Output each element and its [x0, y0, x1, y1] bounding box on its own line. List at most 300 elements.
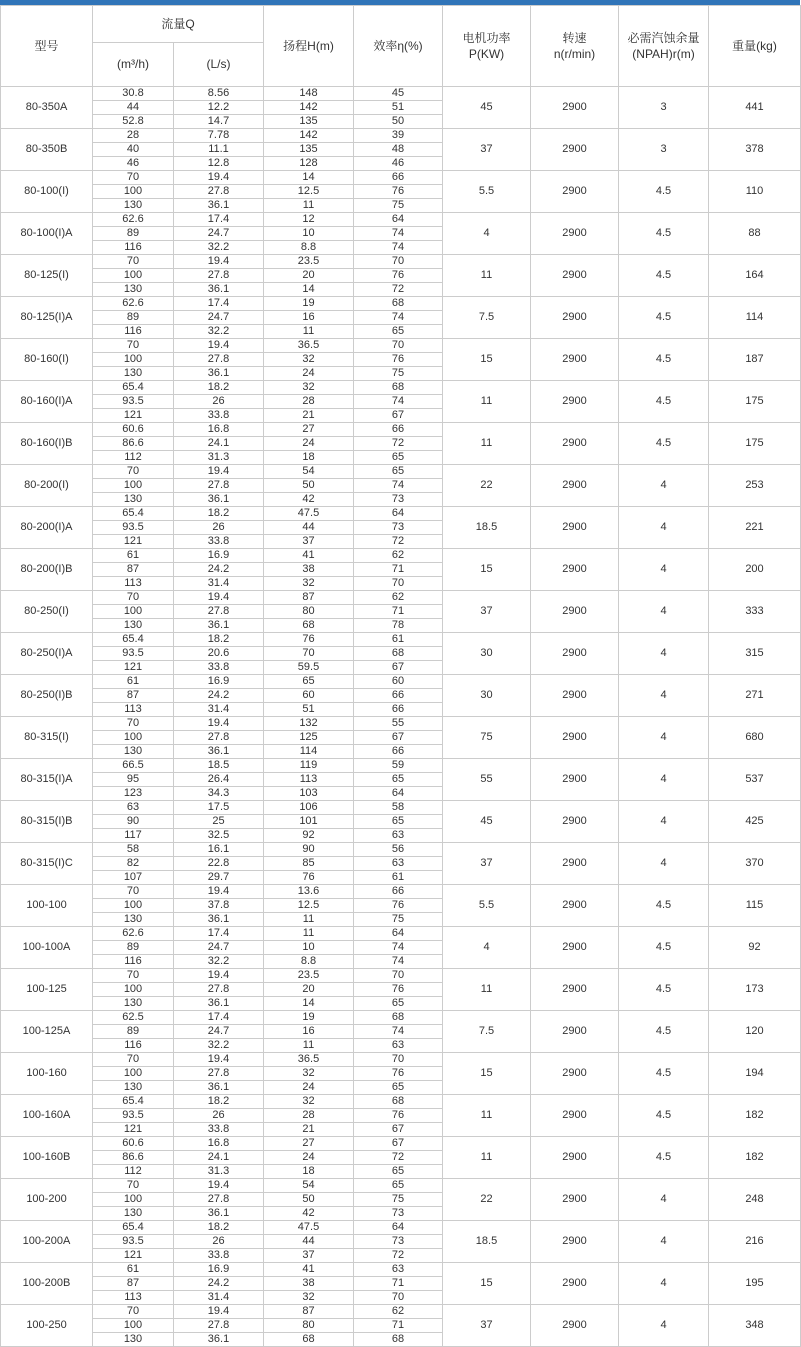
efficiency-cell: 62: [354, 1305, 443, 1319]
head-cell: 44: [264, 521, 354, 535]
flow-m3h-cell: 87: [93, 1277, 174, 1291]
flow-ls-cell: 32.5: [174, 829, 264, 843]
model-cell: 80-125(I): [1, 255, 93, 297]
efficiency-cell: 71: [354, 1319, 443, 1333]
efficiency-cell: 63: [354, 1039, 443, 1053]
model-cell: 80-100(I): [1, 171, 93, 213]
npsh-cell: 4: [619, 801, 709, 843]
flow-ls-cell: 31.4: [174, 1291, 264, 1305]
speed-cell: 2900: [531, 1137, 619, 1179]
flow-m3h-cell: 100: [93, 731, 174, 745]
weight-cell: 88: [709, 213, 801, 255]
power-cell: 37: [443, 1305, 531, 1347]
flow-ls-cell: 19.4: [174, 171, 264, 185]
table-row: [1, 1221, 801, 1235]
head-cell: 103: [264, 787, 354, 801]
flow-ls-cell: 11.1: [174, 143, 264, 157]
flow-m3h-cell: 30.8: [93, 87, 174, 101]
power-cell: 7.5: [443, 297, 531, 339]
efficiency-cell: 65: [354, 1165, 443, 1179]
head-cell: 28: [264, 395, 354, 409]
flow-ls-cell: 16.9: [174, 1263, 264, 1277]
model-cell: 80-250(I)A: [1, 633, 93, 675]
speed-cell: 2900: [531, 1305, 619, 1347]
efficiency-cell: 62: [354, 549, 443, 563]
efficiency-cell: 48: [354, 143, 443, 157]
flow-m3h-cell: 130: [93, 199, 174, 213]
efficiency-cell: 70: [354, 1291, 443, 1305]
model-cell: 100-160A: [1, 1095, 93, 1137]
power-cell: 15: [443, 549, 531, 591]
flow-ls-cell: 34.3: [174, 787, 264, 801]
table-row: [1, 759, 801, 773]
model-cell: 80-100(I)A: [1, 213, 93, 255]
table-header: [1, 6, 801, 87]
head-cell: 106: [264, 801, 354, 815]
speed-cell: 2900: [531, 1179, 619, 1221]
head-cell: 11: [264, 199, 354, 213]
table-row: [1, 1011, 801, 1025]
flow-ls-cell: 18.2: [174, 507, 264, 521]
flow-ls-cell: 24.1: [174, 1151, 264, 1165]
flow-m3h-cell: 130: [93, 913, 174, 927]
head-cell: 38: [264, 563, 354, 577]
flow-m3h-cell: 112: [93, 451, 174, 465]
flow-m3h-cell: 61: [93, 549, 174, 563]
head-cell: 12.5: [264, 899, 354, 913]
power-cell: 11: [443, 969, 531, 1011]
flow-ls-cell: 16.9: [174, 675, 264, 689]
flow-ls-cell: 24.7: [174, 227, 264, 241]
flow-m3h-cell: 63: [93, 801, 174, 815]
model-cell: 100-125A: [1, 1011, 93, 1053]
npsh-cell: 4: [619, 1221, 709, 1263]
flow-ls-cell: 36.1: [174, 1081, 264, 1095]
flow-ls-cell: 36.1: [174, 1333, 264, 1347]
power-cell: 4: [443, 927, 531, 969]
head-cell: 44: [264, 1235, 354, 1249]
power-cell: 15: [443, 1263, 531, 1305]
head-cell: 37: [264, 1249, 354, 1263]
flow-ls-cell: 19.4: [174, 255, 264, 269]
npsh-cell: 4: [619, 507, 709, 549]
flow-ls-cell: 16.9: [174, 549, 264, 563]
flow-m3h-cell: 100: [93, 1067, 174, 1081]
power-cell: 15: [443, 1053, 531, 1095]
table-row: [1, 1053, 801, 1067]
power-cell: 11: [443, 423, 531, 465]
efficiency-cell: 50: [354, 115, 443, 129]
model-cell: 80-350A: [1, 87, 93, 129]
flow-m3h-cell: 61: [93, 1263, 174, 1277]
flow-ls-cell: 18.2: [174, 1221, 264, 1235]
head-cell: 32: [264, 1095, 354, 1109]
speed-cell: 2900: [531, 717, 619, 759]
head-cell: 12: [264, 213, 354, 227]
speed-cell: 2900: [531, 423, 619, 465]
flow-ls-cell: 7.78: [174, 129, 264, 143]
efficiency-cell: 70: [354, 255, 443, 269]
efficiency-cell: 74: [354, 941, 443, 955]
efficiency-cell: 66: [354, 423, 443, 437]
weight-cell: 115: [709, 885, 801, 927]
flow-ls-cell: 24.1: [174, 437, 264, 451]
flow-ls-cell: 27.8: [174, 731, 264, 745]
head-cell: 113: [264, 773, 354, 787]
weight-cell: 110: [709, 171, 801, 213]
weight-cell: 120: [709, 1011, 801, 1053]
table-row: [1, 507, 801, 521]
weight-cell: 333: [709, 591, 801, 633]
head-cell: 60: [264, 689, 354, 703]
table-row: [1, 1095, 801, 1109]
flow-ls-cell: 19.4: [174, 339, 264, 353]
npsh-cell: 3: [619, 87, 709, 129]
table-row: [1, 885, 801, 899]
flow-ls-cell: 19.4: [174, 1179, 264, 1193]
efficiency-cell: 73: [354, 521, 443, 535]
efficiency-cell: 72: [354, 1151, 443, 1165]
npsh-cell: 4.5: [619, 213, 709, 255]
power-cell: 4: [443, 213, 531, 255]
power-cell: 11: [443, 255, 531, 297]
flow-m3h-cell: 116: [93, 955, 174, 969]
speed-cell: 2900: [531, 339, 619, 381]
flow-m3h-cell: 70: [93, 1053, 174, 1067]
flow-ls-cell: 17.4: [174, 1011, 264, 1025]
flow-m3h-cell: 70: [93, 885, 174, 899]
table-row: [1, 1305, 801, 1319]
flow-m3h-cell: 93.5: [93, 1235, 174, 1249]
flow-m3h-cell: 60.6: [93, 423, 174, 437]
efficiency-cell: 74: [354, 241, 443, 255]
header-power-line2: P(KW): [468, 47, 505, 61]
power-cell: 18.5: [443, 507, 531, 549]
flow-m3h-cell: 58: [93, 843, 174, 857]
speed-cell: 2900: [531, 465, 619, 507]
flow-m3h-cell: 100: [93, 1193, 174, 1207]
power-cell: 45: [443, 801, 531, 843]
speed-cell: 2900: [531, 843, 619, 885]
npsh-cell: 4: [619, 675, 709, 717]
model-cell: 80-315(I)A: [1, 759, 93, 801]
head-cell: 18: [264, 451, 354, 465]
head-cell: 16: [264, 311, 354, 325]
flow-ls-cell: 26: [174, 1235, 264, 1249]
efficiency-cell: 72: [354, 283, 443, 297]
npsh-cell: 4.5: [619, 1095, 709, 1137]
efficiency-cell: 71: [354, 563, 443, 577]
flow-ls-cell: 19.4: [174, 717, 264, 731]
head-cell: 21: [264, 409, 354, 423]
flow-m3h-cell: 44: [93, 101, 174, 115]
flow-m3h-cell: 130: [93, 367, 174, 381]
flow-ls-cell: 20.6: [174, 647, 264, 661]
efficiency-cell: 76: [354, 983, 443, 997]
flow-ls-cell: 18.2: [174, 633, 264, 647]
flow-m3h-cell: 90: [93, 815, 174, 829]
flow-ls-cell: 29.7: [174, 871, 264, 885]
head-cell: 32: [264, 381, 354, 395]
flow-ls-cell: 17.5: [174, 801, 264, 815]
head-cell: 65: [264, 675, 354, 689]
flow-m3h-cell: 130: [93, 1207, 174, 1221]
model-cell: 80-315(I)B: [1, 801, 93, 843]
flow-m3h-cell: 107: [93, 871, 174, 885]
efficiency-cell: 68: [354, 297, 443, 311]
model-cell: 80-160(I): [1, 339, 93, 381]
model-cell: 100-100: [1, 885, 93, 927]
npsh-cell: 4.5: [619, 381, 709, 423]
efficiency-cell: 65: [354, 465, 443, 479]
head-cell: 128: [264, 157, 354, 171]
power-cell: 55: [443, 759, 531, 801]
head-cell: 76: [264, 633, 354, 647]
flow-m3h-cell: 100: [93, 479, 174, 493]
flow-m3h-cell: 121: [93, 661, 174, 675]
head-cell: 47.5: [264, 1221, 354, 1235]
head-cell: 24: [264, 1151, 354, 1165]
efficiency-cell: 74: [354, 1025, 443, 1039]
flow-ls-cell: 26.4: [174, 773, 264, 787]
header-head: 扬程H(m): [264, 6, 354, 87]
weight-cell: 348: [709, 1305, 801, 1347]
npsh-cell: 4.5: [619, 885, 709, 927]
flow-ls-cell: 16.1: [174, 843, 264, 857]
flow-ls-cell: 27.8: [174, 479, 264, 493]
head-cell: 14: [264, 171, 354, 185]
efficiency-cell: 70: [354, 1053, 443, 1067]
flow-m3h-cell: 116: [93, 1039, 174, 1053]
weight-cell: 182: [709, 1095, 801, 1137]
table-row: [1, 843, 801, 857]
speed-cell: 2900: [531, 213, 619, 255]
weight-cell: 425: [709, 801, 801, 843]
head-cell: 32: [264, 1291, 354, 1305]
flow-m3h-cell: 28: [93, 129, 174, 143]
flow-m3h-cell: 60.6: [93, 1137, 174, 1151]
weight-cell: 253: [709, 465, 801, 507]
flow-m3h-cell: 82: [93, 857, 174, 871]
weight-cell: 271: [709, 675, 801, 717]
efficiency-cell: 68: [354, 1011, 443, 1025]
head-cell: 51: [264, 703, 354, 717]
flow-m3h-cell: 100: [93, 353, 174, 367]
flow-m3h-cell: 70: [93, 255, 174, 269]
head-cell: 27: [264, 1137, 354, 1151]
flow-ls-cell: 36.1: [174, 913, 264, 927]
flow-m3h-cell: 117: [93, 829, 174, 843]
power-cell: 22: [443, 465, 531, 507]
weight-cell: 195: [709, 1263, 801, 1305]
head-cell: 14: [264, 997, 354, 1011]
flow-ls-cell: 18.2: [174, 1095, 264, 1109]
model-cell: 80-350B: [1, 129, 93, 171]
head-cell: 119: [264, 759, 354, 773]
weight-cell: 537: [709, 759, 801, 801]
efficiency-cell: 67: [354, 409, 443, 423]
table-row: [1, 969, 801, 983]
speed-cell: 2900: [531, 801, 619, 843]
head-cell: 92: [264, 829, 354, 843]
head-cell: 11: [264, 325, 354, 339]
head-cell: 21: [264, 1123, 354, 1137]
flow-m3h-cell: 86.6: [93, 437, 174, 451]
flow-ls-cell: 27.8: [174, 1193, 264, 1207]
flow-m3h-cell: 121: [93, 535, 174, 549]
flow-m3h-cell: 100: [93, 899, 174, 913]
head-cell: 10: [264, 227, 354, 241]
flow-m3h-cell: 65.4: [93, 1221, 174, 1235]
head-cell: 59.5: [264, 661, 354, 675]
head-cell: 8.8: [264, 241, 354, 255]
weight-cell: 441: [709, 87, 801, 129]
flow-m3h-cell: 89: [93, 1025, 174, 1039]
efficiency-cell: 72: [354, 1249, 443, 1263]
table-row: [1, 465, 801, 479]
flow-ls-cell: 36.1: [174, 199, 264, 213]
flow-m3h-cell: 62.6: [93, 213, 174, 227]
efficiency-cell: 76: [354, 1067, 443, 1081]
flow-m3h-cell: 65.4: [93, 381, 174, 395]
flow-m3h-cell: 65.4: [93, 633, 174, 647]
head-cell: 54: [264, 465, 354, 479]
power-cell: 37: [443, 843, 531, 885]
weight-cell: 370: [709, 843, 801, 885]
speed-cell: 2900: [531, 507, 619, 549]
flow-ls-cell: 16.8: [174, 423, 264, 437]
flow-ls-cell: 24.2: [174, 689, 264, 703]
power-cell: 11: [443, 1137, 531, 1179]
flow-m3h-cell: 86.6: [93, 1151, 174, 1165]
power-cell: 75: [443, 717, 531, 759]
head-cell: 10: [264, 941, 354, 955]
flow-ls-cell: 24.2: [174, 563, 264, 577]
efficiency-cell: 66: [354, 703, 443, 717]
efficiency-cell: 76: [354, 899, 443, 913]
flow-ls-cell: 17.4: [174, 927, 264, 941]
head-cell: 32: [264, 1067, 354, 1081]
flow-ls-cell: 31.4: [174, 577, 264, 591]
efficiency-cell: 76: [354, 269, 443, 283]
weight-cell: 194: [709, 1053, 801, 1095]
efficiency-cell: 74: [354, 227, 443, 241]
head-cell: 68: [264, 1333, 354, 1347]
model-cell: 100-250: [1, 1305, 93, 1347]
flow-ls-cell: 12.2: [174, 101, 264, 115]
table-row: [1, 801, 801, 815]
weight-cell: 187: [709, 339, 801, 381]
flow-m3h-cell: 61: [93, 675, 174, 689]
efficiency-cell: 64: [354, 927, 443, 941]
table-row: [1, 381, 801, 395]
head-cell: 87: [264, 1305, 354, 1319]
efficiency-cell: 74: [354, 955, 443, 969]
flow-ls-cell: 31.4: [174, 703, 264, 717]
model-cell: 80-200(I)B: [1, 549, 93, 591]
npsh-cell: 4.5: [619, 1137, 709, 1179]
efficiency-cell: 65: [354, 1179, 443, 1193]
npsh-cell: 4: [619, 1179, 709, 1221]
npsh-cell: 4.5: [619, 297, 709, 339]
efficiency-cell: 67: [354, 661, 443, 675]
head-cell: 85: [264, 857, 354, 871]
header-flow-ls: (L/s): [174, 43, 264, 87]
flow-m3h-cell: 100: [93, 1319, 174, 1333]
flow-ls-cell: 27.8: [174, 269, 264, 283]
flow-ls-cell: 19.4: [174, 969, 264, 983]
power-cell: 11: [443, 1095, 531, 1137]
weight-cell: 175: [709, 423, 801, 465]
flow-m3h-cell: 100: [93, 185, 174, 199]
head-cell: 68: [264, 619, 354, 633]
npsh-cell: 4.5: [619, 339, 709, 381]
flow-ls-cell: 37.8: [174, 899, 264, 913]
weight-cell: 164: [709, 255, 801, 297]
flow-m3h-cell: 112: [93, 1165, 174, 1179]
weight-cell: 315: [709, 633, 801, 675]
efficiency-cell: 68: [354, 1333, 443, 1347]
head-cell: 87: [264, 591, 354, 605]
efficiency-cell: 65: [354, 815, 443, 829]
speed-cell: 2900: [531, 927, 619, 969]
model-cell: 100-200A: [1, 1221, 93, 1263]
flow-ls-cell: 27.8: [174, 605, 264, 619]
speed-cell: 2900: [531, 675, 619, 717]
header-npsh-line1: 必需汽蚀余量: [627, 30, 700, 45]
flow-ls-cell: 26: [174, 521, 264, 535]
efficiency-cell: 63: [354, 829, 443, 843]
head-cell: 20: [264, 269, 354, 283]
header-power: [443, 6, 531, 87]
flow-ls-cell: 31.3: [174, 451, 264, 465]
speed-cell: 2900: [531, 381, 619, 423]
model-cell: 80-250(I): [1, 591, 93, 633]
efficiency-cell: 65: [354, 451, 443, 465]
head-cell: 47.5: [264, 507, 354, 521]
flow-ls-cell: 32.2: [174, 325, 264, 339]
flow-ls-cell: 18.5: [174, 759, 264, 773]
efficiency-cell: 70: [354, 577, 443, 591]
efficiency-cell: 61: [354, 633, 443, 647]
efficiency-cell: 65: [354, 773, 443, 787]
npsh-cell: 4.5: [619, 927, 709, 969]
flow-m3h-cell: 70: [93, 465, 174, 479]
efficiency-cell: 70: [354, 339, 443, 353]
flow-m3h-cell: 116: [93, 241, 174, 255]
npsh-cell: 4: [619, 465, 709, 507]
flow-ls-cell: 31.3: [174, 1165, 264, 1179]
head-cell: 50: [264, 479, 354, 493]
efficiency-cell: 74: [354, 311, 443, 325]
power-cell: 37: [443, 129, 531, 171]
head-cell: 23.5: [264, 969, 354, 983]
efficiency-cell: 45: [354, 87, 443, 101]
npsh-cell: 4: [619, 1263, 709, 1305]
speed-cell: 2900: [531, 1263, 619, 1305]
efficiency-cell: 46: [354, 157, 443, 171]
table-row: [1, 87, 801, 101]
table-row: [1, 423, 801, 437]
flow-m3h-cell: 130: [93, 1081, 174, 1095]
table-row: [1, 129, 801, 143]
flow-ls-cell: 14.7: [174, 115, 264, 129]
flow-m3h-cell: 121: [93, 409, 174, 423]
speed-cell: 2900: [531, 1221, 619, 1263]
header-speed-line2: n(r/min): [553, 47, 596, 61]
head-cell: 32: [264, 577, 354, 591]
head-cell: 142: [264, 101, 354, 115]
